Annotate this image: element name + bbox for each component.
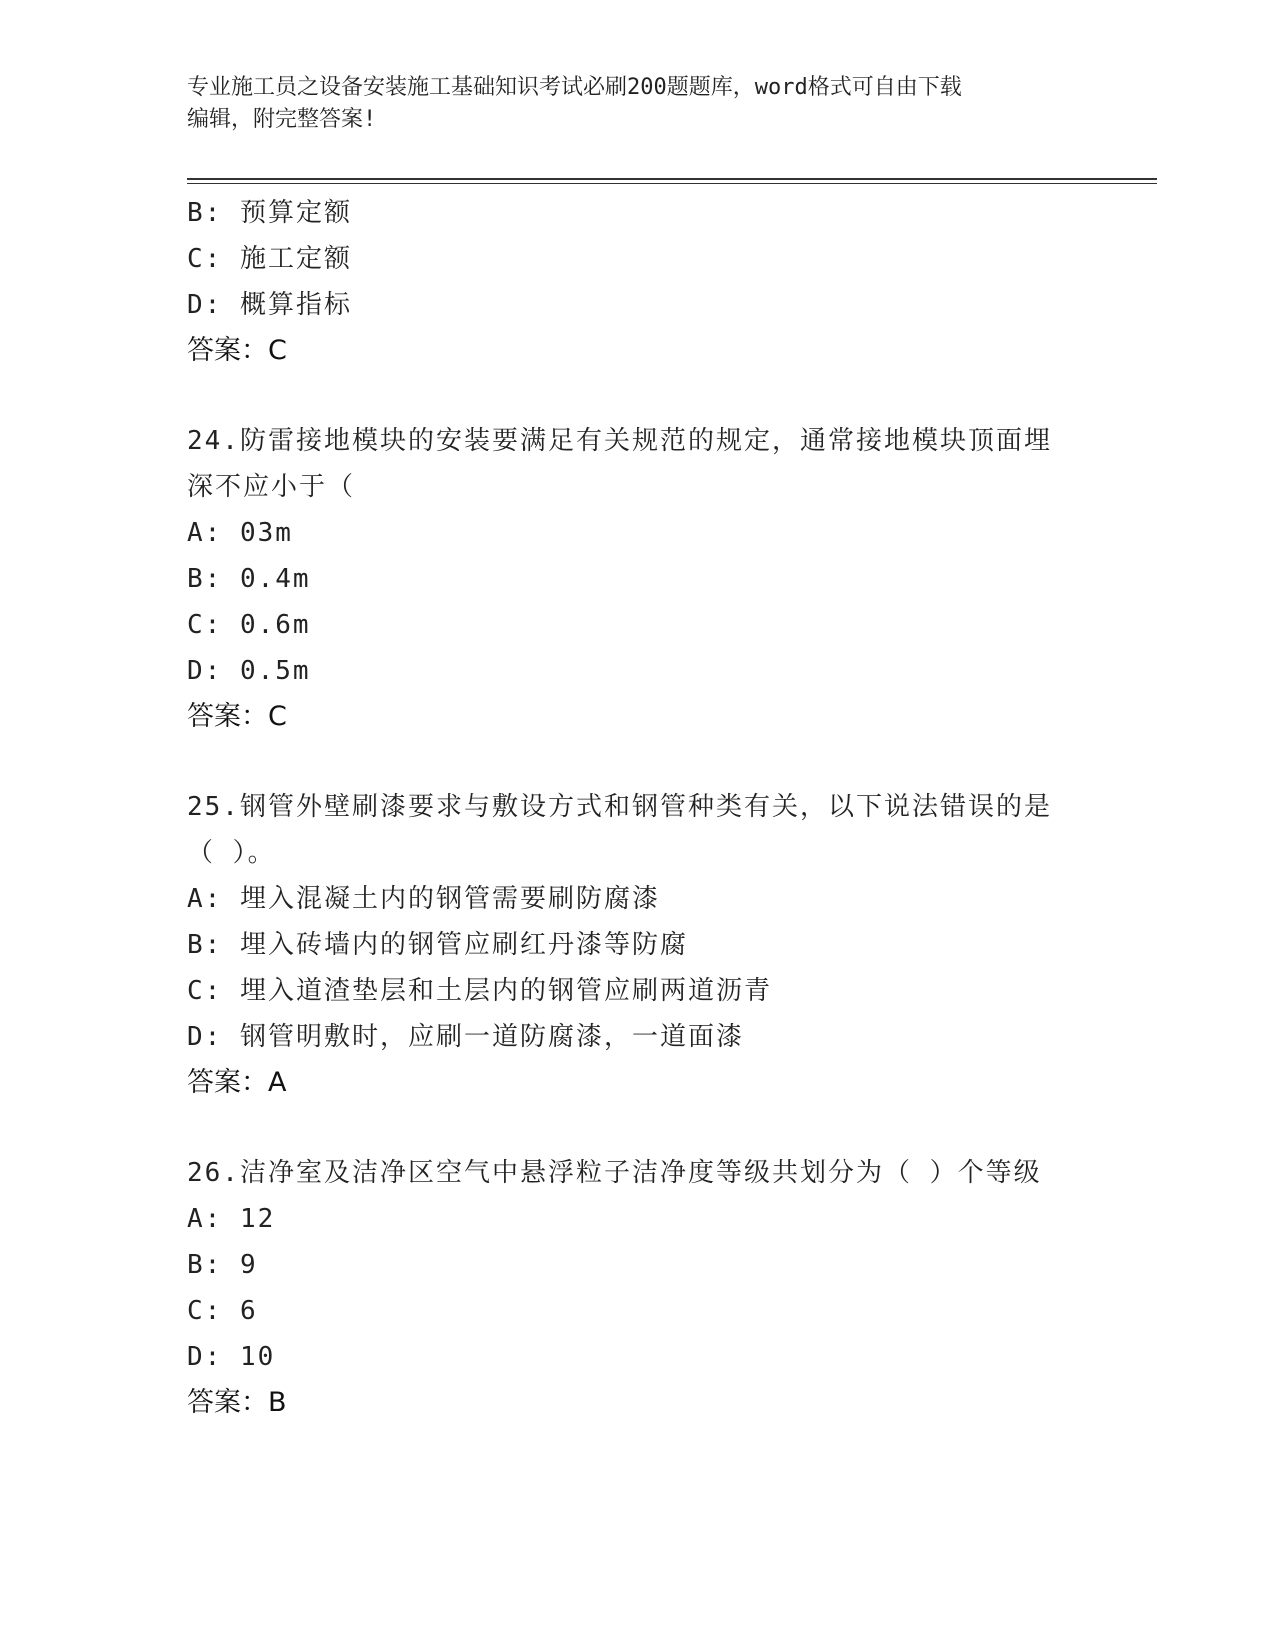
header-divider-thin [187, 183, 1157, 184]
option-d: D: 钢管明敷时，应刷一道防腐漆，一道面漆 [187, 1022, 744, 1052]
option-d: D: 0.5m [187, 656, 311, 686]
option-c: C: 0.6m [187, 610, 311, 640]
option-a: A: 埋入混凝土内的钢管需要刷防腐漆 [187, 884, 660, 914]
question-text-line1: 24.防雷接地模块的安装要满足有关规范的规定，通常接地模块顶面埋 [187, 426, 1052, 456]
answer-label: 答案：B [187, 1387, 287, 1418]
question-23 [187, 190, 1087, 374]
question-text-line2: （ ）。 [187, 838, 276, 868]
option-d: D: 概算指标 [187, 290, 352, 320]
answer-label: 答案：C [187, 335, 287, 366]
document-header [187, 72, 1087, 136]
question-list [187, 190, 1087, 1426]
question-text-line1: 26.洁净室及洁净区空气中悬浮粒子洁净度等级共划分为（ ）个等级 [187, 1158, 1042, 1188]
option-a: A: 12 [187, 1204, 276, 1234]
option-a: A: 03m [187, 518, 293, 548]
answer-label: 答案：C [187, 701, 287, 732]
option-b: B: 预算定额 [187, 198, 352, 228]
option-b: B: 埋入砖墙内的钢管应刷红丹漆等防腐 [187, 930, 688, 960]
option-d: D: 10 [187, 1342, 276, 1372]
option-b: B: 0.4m [187, 564, 311, 594]
header-title-line1: 专业施工员之设备安装施工基础知识考试必刷200题题库，word格式可自由下载 [187, 75, 962, 100]
question-25 [187, 784, 1087, 1106]
question-text-line1: 25.钢管外壁刷漆要求与敷设方式和钢管种类有关，以下说法错误的是 [187, 792, 1052, 822]
option-b: B: 9 [187, 1250, 258, 1280]
header-divider-thick [187, 178, 1157, 180]
option-c: C: 6 [187, 1296, 258, 1326]
header-title-line2: 编辑，附完整答案! [187, 107, 377, 132]
question-text-line2: 深不应小于（ [187, 472, 356, 502]
option-c: C: 埋入道渣垫层和土层内的钢管应刷两道沥青 [187, 976, 772, 1006]
answer-label: 答案：A [187, 1067, 287, 1098]
question-26 [187, 1150, 1087, 1426]
question-24 [187, 418, 1087, 740]
option-c: C: 施工定额 [187, 244, 352, 274]
